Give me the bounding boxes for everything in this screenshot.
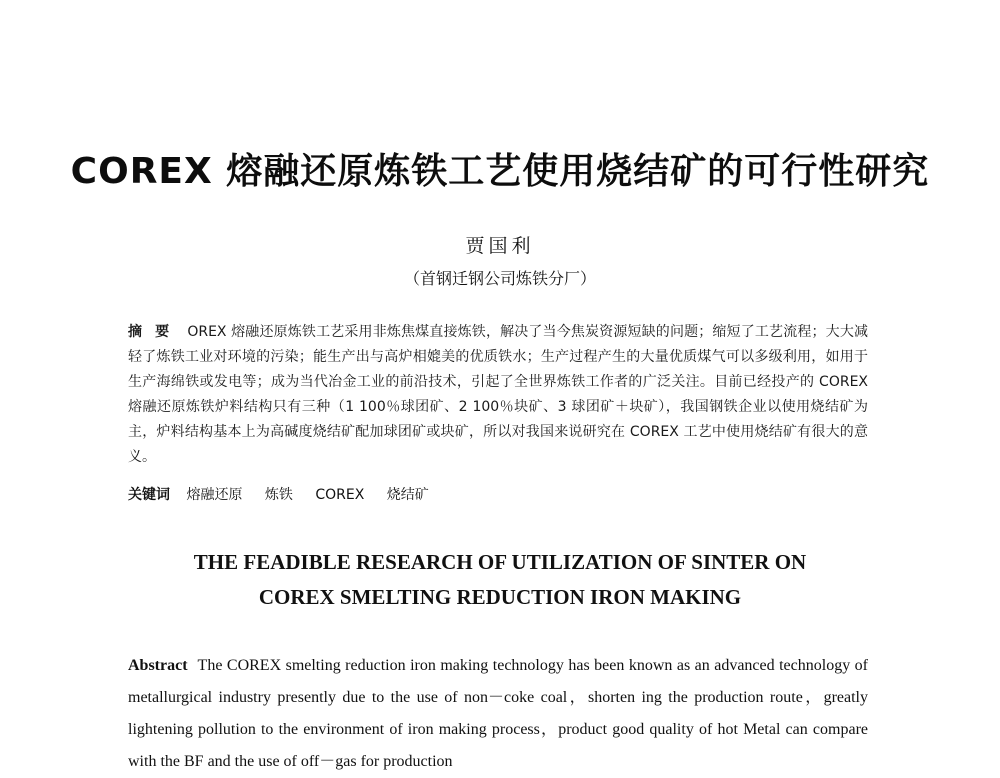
english-abstract-label: Abstract — [128, 657, 188, 674]
chinese-abstract-label: 摘 要 — [128, 324, 174, 340]
author-name: 贾国利 — [465, 235, 535, 257]
english-title-line: THE FEADIBLE RESEARCH OF UTILIZATION OF SINTER ON — [193, 550, 807, 574]
keyword-item: COREX — [315, 487, 365, 503]
chinese-abstract-text: OREX 熔融还原炼铁工艺采用非炼焦煤直接炼铁，解决了当今焦炭资源短缺的问题；缩短了工艺流程；大大减轻了炼铁工业对环境的污染；能生产出与高炉相媲美的优质铁水；生产过程产生的大量优质煤气可以多级利用，如用于生产海绵铁或发电等；成为当代冶金工业的前沿技术，引起了全世界炼铁工作者的广泛关注。目前已经投产的 COREX 熔融还原炼铁炉料结构只有三种（1 100％球团矿、2 100％块矿、3 球团矿＋块矿），我国钢铁企业以使用烧结矿为主，炉料结构基本上为高碱度烧结矿配加球团矿或块矿，所以对我国来说研究在 COREX 工艺中使用烧结矿有很大的意义。 — [128, 324, 868, 465]
author-affiliation: （首钢迁钢公司炼铁分厂） — [403, 269, 596, 288]
keyword-item: 烧结矿 — [386, 487, 429, 503]
english-abstract — [128, 650, 868, 778]
keyword-item: 熔融还原 — [186, 487, 243, 503]
english-title — [0, 545, 1000, 615]
keyword-item: 炼铁 — [264, 487, 293, 503]
english-abstract-text: The COREX smelting reduction iron making technology has been known as an advanced technology of metallurgical industry presently due to the use of non－coke coal，shorten ing the production route，greatly lightening pollution to the environment of iron making process，product good quality of hot Metal can compare with the BF and the use of off－gas for production — [128, 657, 868, 770]
keywords — [128, 484, 868, 504]
chinese-abstract — [128, 320, 868, 470]
english-title-line: COREX SMELTING REDUCTION IRON MAKING — [258, 585, 742, 609]
paper-title: COREX 熔融还原炼铁工艺使用烧结矿的可行性研究 — [70, 151, 930, 192]
keywords-label: 关键词 — [128, 487, 170, 503]
